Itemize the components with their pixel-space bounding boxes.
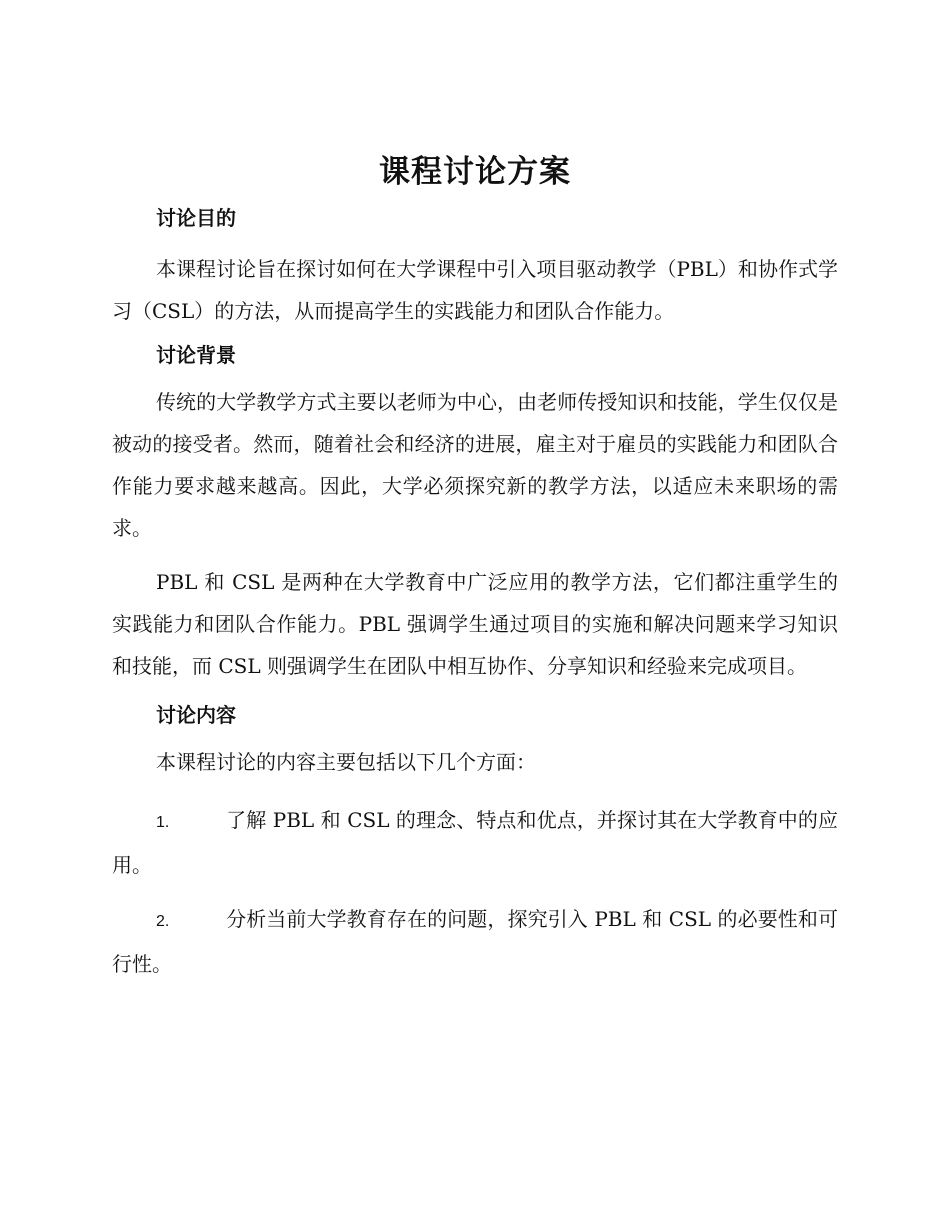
section-heading-background: 讨论背景 <box>156 343 236 367</box>
list-item-text: 了解 PBL 和 CSL 的理念、特点和优点，并探讨其在大学教育中的应用。 <box>112 808 838 877</box>
paragraph-content-intro: 本课程讨论的内容主要包括以下几个方面： <box>156 750 536 774</box>
list-item-number: 1. <box>156 814 170 831</box>
paragraph-background-1: 传统的大学教学方式主要以老师为中心，由老师传授知识和技能，学生仅仅是被动的接受者。然而，随着社会和经济的进展，雇主对于雇员的实践能力和团队合作能力要求越来越高。因此，大学必须探究新的教学方法，以适应未来职场的需求。 <box>112 390 838 540</box>
list-item <box>112 799 838 886</box>
document-body <box>112 150 838 985</box>
section-heading-purpose: 讨论目的 <box>156 206 236 230</box>
paragraph-background-2: PBL 和 CSL 是两种在大学教育中广泛应用的教学方法，它们都注重学生的实践能力和团队合作能力。PBL 强调学生通过项目的实施和解决问题来学习知识和技能，而 CSL 则强调学生在团队中相互协作、分享知识和经验来完成项目。 <box>112 570 838 678</box>
list-item-text: 分析当前大学教育存在的问题，探究引入 PBL 和 CSL 的必要性和可行性。 <box>112 907 838 976</box>
paragraph-purpose: 本课程讨论旨在探讨如何在大学课程中引入项目驱动教学（PBL）和协作式学习（CSL）的方法，从而提高学生的实践能力和团队合作能力。 <box>112 257 838 323</box>
list-item-number: 2. <box>156 913 170 930</box>
list-item <box>112 898 838 985</box>
document-title: 课程讨论方案 <box>379 154 571 190</box>
section-heading-content: 讨论内容 <box>156 703 236 727</box>
